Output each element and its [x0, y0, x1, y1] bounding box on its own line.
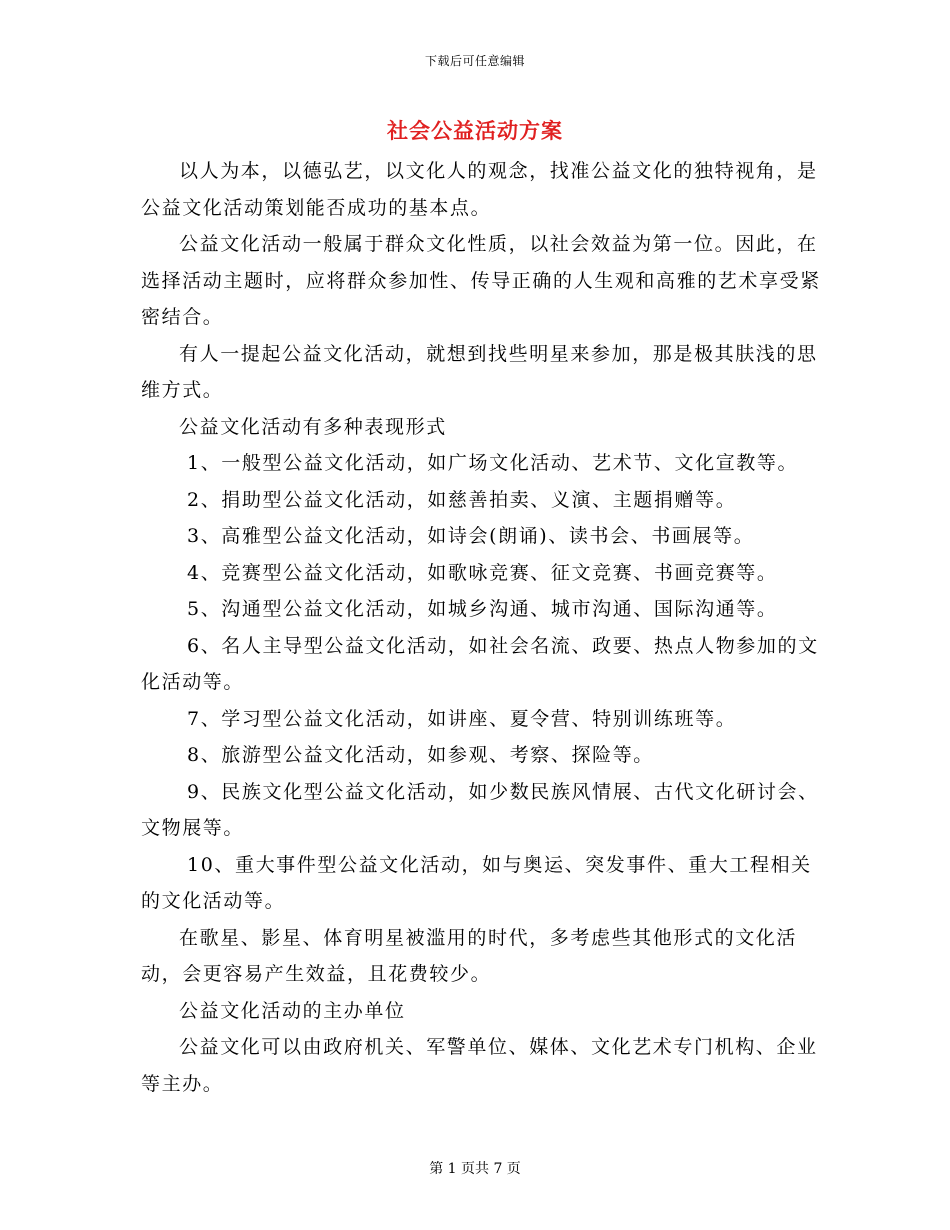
paragraph-intro: 以人为本，以德弘艺，以文化人的观念，找准公益文化的独特视角，是公益文化活动策划能否成功的基本点。 [141, 160, 818, 219]
list-item-3: 3、高雅型公益文化活动，如诗会(朗诵)、读书会、书画展等。 [187, 525, 755, 547]
list-item-2: 2、捐助型公益文化活动，如慈善拍卖、义演、主题捐赠等。 [187, 488, 737, 511]
paragraph-organizers: 公益文化可以由政府机关、军警单位、媒体、文化艺术专门机构、企业等主办。 [141, 1036, 818, 1095]
paragraph-stars: 有人一提起公益文化活动，就想到找些明星来参加，那是极其肤浅的思维方式。 [141, 342, 818, 401]
paragraph-nature: 公益文化活动一般属于群众文化性质，以社会效益为第一位。因此，在选择活动主题时，应将群众参加性、传导正确的人生观和高雅的艺术享受紧密结合。 [141, 233, 821, 328]
document-body [141, 153, 831, 1102]
page-indicator: 第 1 页共 7 页 [429, 1161, 521, 1177]
list-item-9: 9、民族文化型公益文化活动，如少数民族风情展、古代文化研讨会、文物展等。 [141, 780, 819, 839]
list-item-1: 1、一般型公益文化活动，如广场文化活动、艺术节、文化宣教等。 [187, 452, 799, 474]
section-heading-forms: 公益文化活动有多种表现形式 [179, 415, 447, 438]
page-header-note: 下载后可任意编辑 [424, 54, 525, 68]
list-item-8: 8、旅游型公益文化活动，如参观、考察、探险等。 [187, 744, 654, 766]
list-item-10: 10、重大事件型公益文化活动，如与奥运、突发事件、重大工程相关的文化活动等。 [141, 853, 812, 912]
paragraph-alternatives: 在歌星、影星、体育明星被滥用的时代，多考虑些其他形式的文化活动，会更容易产生效益，且花费较少。 [141, 926, 798, 985]
list-item-6: 6、名人主导型公益文化活动，如社会名流、政要、热点人物参加的文化活动等。 [141, 634, 819, 693]
list-item-4: 4、竞赛型公益文化活动，如歌咏竞赛、征文竞赛、书画竞赛等。 [187, 561, 778, 584]
section-heading-organizers: 公益文化活动的主办单位 [179, 999, 406, 1022]
document-title: 社会公益活动方案 [387, 118, 563, 143]
list-item-5: 5、沟通型公益文化活动，如城乡沟通、城市沟通、国际沟通等。 [187, 598, 778, 620]
list-item-7: 7、学习型公益文化活动，如讲座、夏令营、特别训练班等。 [187, 707, 737, 730]
